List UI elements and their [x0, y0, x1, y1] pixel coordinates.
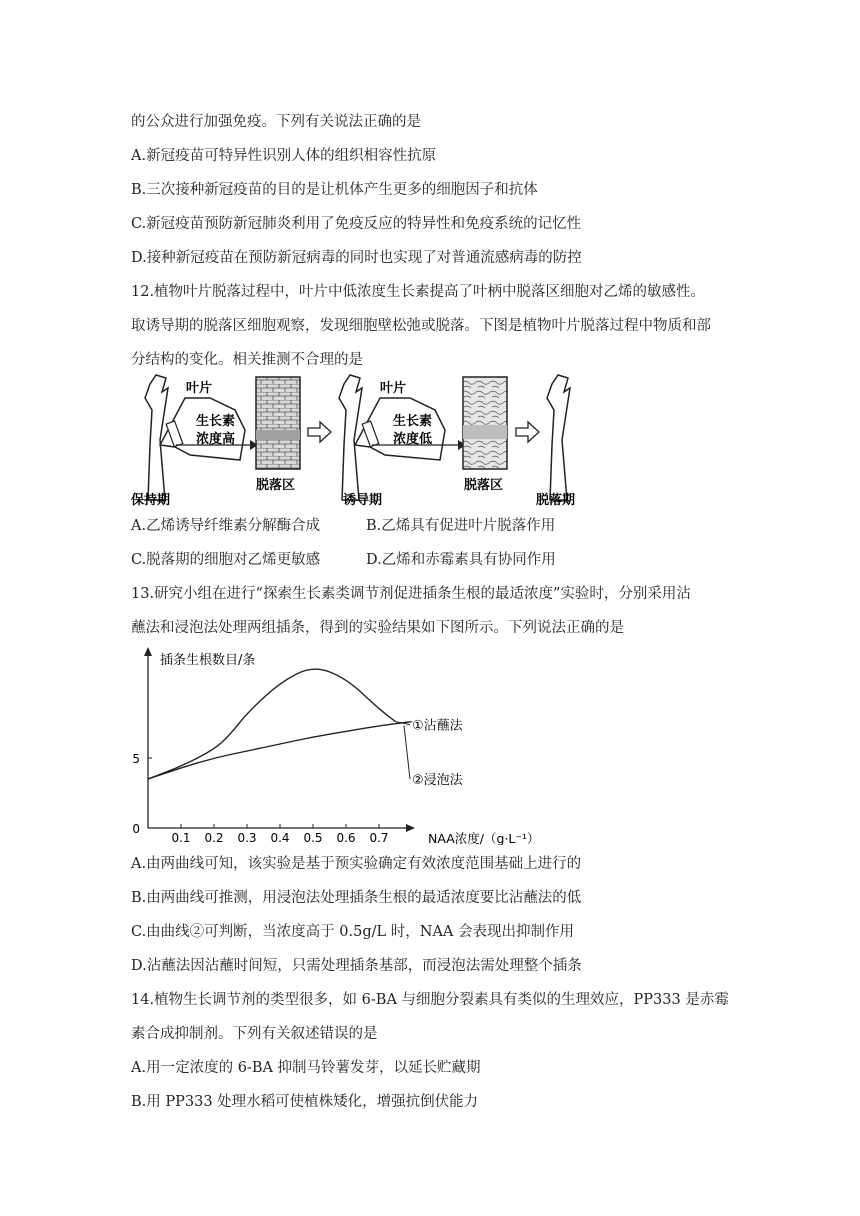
auxin-label: 浓度高 [196, 432, 236, 447]
x-axis-arrow [406, 824, 415, 832]
question-12-stem: 取诱导期的脱落区细胞观察，发现细胞壁松弛或脱落。下图是植物叶片脱落过程中物质和部 [131, 318, 711, 334]
option-13a: A.由两曲线可知，该实验是基于预实验确定有效浓度范围基础上进行的 [131, 856, 582, 872]
x-tick-label: 0.4 [270, 831, 290, 845]
micrograph-induction [463, 377, 507, 469]
x-tick-label: 0.3 [237, 831, 257, 845]
leader-line [404, 726, 410, 780]
option-13c: C.由曲线②可判断，当浓度高于 0.5g/L 时，NAA 会表现出抑制作用 [131, 924, 574, 940]
plant-stage-abscission [547, 375, 570, 500]
series-label: ①沾蘸法 [412, 718, 463, 734]
option-12c: C.脱落期的细胞对乙烯更敏感 [131, 552, 321, 568]
series-line [148, 722, 412, 779]
x-tick-label: 0.1 [171, 831, 191, 845]
abscission-zone-label: 脱落区 [256, 478, 296, 493]
stage-label: 诱导期 [343, 493, 383, 508]
stage-label: 脱落期 [536, 493, 576, 508]
stage-label: 保持期 [131, 493, 171, 508]
x-tick-label: 0.5 [303, 831, 323, 845]
x-tick-label: 0.2 [204, 831, 224, 845]
question-13-stem: 蘸法和浸泡法处理两组插条，得到的实验结果如下图所示。下列说法正确的是 [131, 620, 624, 636]
x-axis-label: NAA浓度/（g·L⁻¹） [428, 831, 540, 845]
chart-axes [144, 647, 415, 832]
auxin-label: 浓度低 [393, 432, 433, 447]
question-12-stem: 分结构的变化。相关推测不合理的是 [131, 352, 363, 368]
leaf-label: 叶片 [186, 381, 213, 396]
rooting-chart [0, 645, 860, 845]
option-12d: D.乙烯和赤霉素具有协同作用 [366, 552, 556, 568]
option-12a: A.乙烯诱导纤维素分解酶合成 [131, 518, 321, 534]
arrow-icon [308, 422, 331, 442]
y-tick-label: 5 [132, 752, 140, 766]
question-12-stem: 12.植物叶片脱落过程中，叶片中低浓度生长素提高了叶柄中脱落区细胞对乙烯的敏感性。 [131, 284, 706, 300]
option-11d: D.接种新冠疫苗在预防新冠病毒的同时也实现了对普通流感病毒的防控 [131, 250, 582, 266]
option-14b: B.用 PP333 处理水稻可使植株矮化，增强抗倒伏能力 [131, 1094, 479, 1110]
leaf-label: 叶片 [380, 381, 407, 396]
question-13-stem: 13.研究小组在进行“探索生长素类调节剂促进插条生根的最适浓度”实验时，分别采用沾 [131, 586, 691, 602]
x-tick-label: 0.7 [369, 831, 389, 845]
micrograph-maintain [256, 377, 300, 469]
auxin-label: 生长素 [393, 414, 433, 429]
text-line: 的公众进行加强免疫。下列有关说法正确的是 [131, 114, 421, 130]
option-11c: C.新冠疫苗预防新冠肺炎利用了免疫反应的特异性和免疫系统的记忆性 [131, 216, 582, 232]
leaf-abscission-figure [0, 372, 860, 512]
y-axis-label: 插条生根数目/条 [160, 653, 256, 668]
series-line [148, 669, 396, 779]
option-11b: B.三次接种新冠疫苗的目的是让机体产生更多的细胞因子和抗体 [131, 182, 538, 198]
arrow-icon [516, 422, 539, 442]
option-13b: B.由两曲线可推测，用浸泡法处理插条生根的最适浓度要比沾蘸法的低 [131, 890, 582, 906]
option-13d: D.沾蘸法因沾蘸时间短，只需处理插条基部，而浸泡法需处理整个插条 [131, 958, 582, 974]
abscission-zone-label: 脱落区 [464, 478, 504, 493]
question-14-stem: 素合成抑制剂。下列有关叙述错误的是 [131, 1026, 378, 1042]
x-tick-label: 0.6 [336, 831, 356, 845]
option-12b: B.乙烯具有促进叶片脱落作用 [366, 518, 556, 534]
option-14a: A.用一定浓度的 6-BA 抑制马铃薯发芽，以延长贮藏期 [131, 1060, 481, 1076]
option-11a: A.新冠疫苗可特异性识别人体的组织相容性抗原 [131, 148, 437, 164]
series-label: ②浸泡法 [412, 773, 463, 789]
y-axis-arrow [144, 647, 152, 656]
question-14-stem: 14.植物生长调节剂的类型很多，如 6-BA 与细胞分裂素具有类似的生理效应，PP333 是赤霉 [131, 992, 729, 1008]
auxin-label: 生长素 [196, 414, 236, 429]
y-tick-label: 0 [132, 822, 140, 836]
